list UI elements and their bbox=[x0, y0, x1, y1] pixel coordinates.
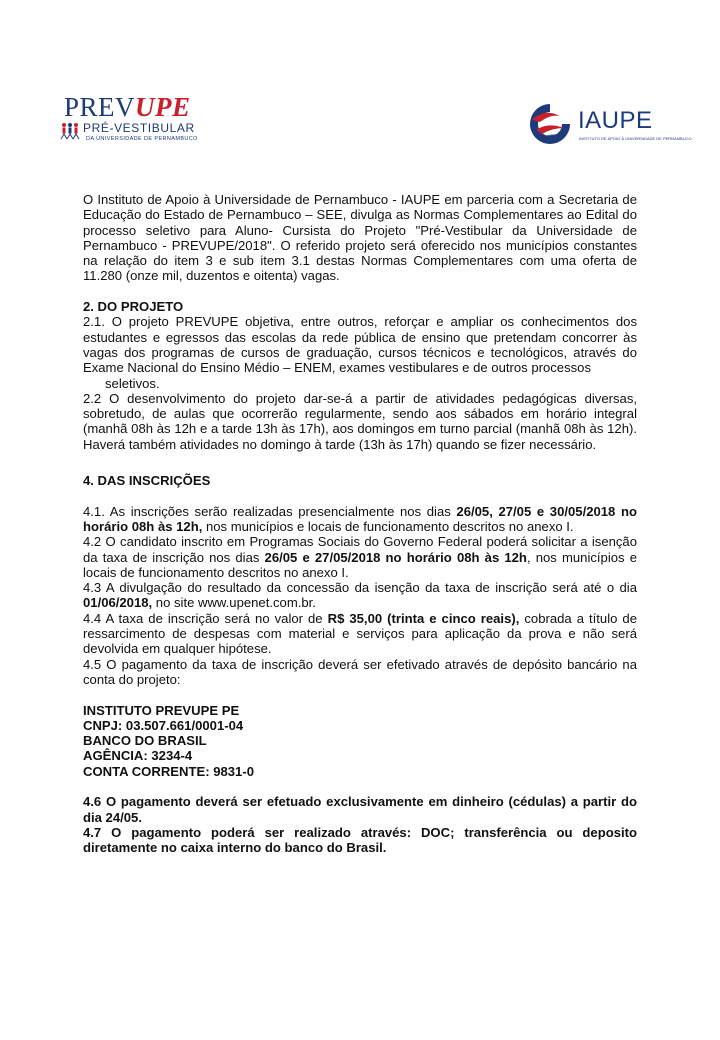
item-4-3-date: 01/06/2018, bbox=[83, 595, 153, 611]
item-2-1 bbox=[83, 314, 637, 390]
bank-cnpj: CNPJ: 03.507.661/0001-04 bbox=[83, 717, 244, 733]
item-4-2 bbox=[83, 534, 637, 580]
item-4-2-dates: 26/05 e 27/05/2018 no horário 08h às 12h bbox=[264, 549, 527, 565]
iaupe-swirl-icon bbox=[526, 100, 574, 148]
page-header bbox=[0, 0, 720, 170]
item-4-1-text-end: nos municípios e locais de funcionamento descritos no anexo I. bbox=[202, 518, 574, 534]
bank-account-name: INSTITUTO PREVUPE PE bbox=[83, 702, 240, 718]
item-4-5: 4.5 O pagamento da taxa de inscrição deverá ser efetivado através de depósito bancário na conta do projeto: bbox=[83, 656, 637, 687]
prevupe-subtitle: PRÉ-VESTIBULAR bbox=[83, 121, 195, 135]
item-4-2-text: 4.2 O candidato inscrito em Programas Sociais do Governo Federal poderá solicitar a isenção da taxa de inscrição nos dias bbox=[83, 534, 637, 565]
item-4-4-text-end: cobrada a título de ressarcimento de despesas com material e serviços para aplicação da prova e não será devolvida em qualquer hipótese. bbox=[83, 610, 637, 657]
item-4-3 bbox=[83, 580, 637, 611]
intro-paragraph: O Instituto de Apoio à Universidade de Pernambuco - IAUPE em parceria com a Secretaria de Educação do Estado de Pernambuco – SEE, divulga as Normas Complementares ao Edital do processo seletivo para Aluno- Cursista do Projeto "Pré-Vestibular da Universidade de Pernambuco - PREVUPE/2018". O referido projeto será oferecido nos municípios constantes na relação do item 3 e sub item 3.1 destas Normas Complementares com uma oferta de 11.280 (onze mil, duzentos e oitenta) vagas. bbox=[83, 192, 637, 284]
item-4-6: 4.6 O pagamento deverá ser efetuado exclusivamente em dinheiro (cédulas) a partir do dia 24/05. bbox=[83, 794, 637, 825]
document-body bbox=[83, 192, 637, 855]
prevupe-tagline: DA UNIVERSIDADE DE PERNAMBUCO bbox=[86, 136, 198, 142]
iaupe-tagline: INSTITUTO DE APOIO À UNIVERSIDADE DE PERNAMBUCO bbox=[579, 136, 692, 141]
item-2-1-text: 2.1. O projeto PREVUPE objetiva, entre outros, reforçar e ampliar os conhecimentos dos estudantes e egressos das escolas da rede pública de ensino que pretendam concorrer às vagas dos programas de cursos de graduação, cursos técnicos e tecnológicos, através do Exame Nacional do Ensino Médio – ENEM, exames vestibulares e de outros processos bbox=[83, 314, 637, 376]
spacer bbox=[83, 284, 637, 299]
bank-name: BANCO DO BRASIL bbox=[83, 733, 207, 749]
prevupe-word-prev: PREV bbox=[64, 92, 136, 122]
item-2-2: 2.2 O desenvolvimento do projeto dar-se-á a partir de atividades pedagógicas diversas, sobretudo, de aulas que ocorrerão regularmente, sendo aos sábados em horário integral (manhã 08h às 12h e a tarde 13h às 17h), aos domingos em turno parcial (manhã 08h às 12h). Haverá também atividades no domingo à tarde (13h às 17h) quando se fizer necessário. bbox=[83, 390, 637, 452]
item-4-3-text-end: no site www.upenet.com.br. bbox=[152, 595, 316, 611]
bank-account-number: CONTA CORRENTE: 9831-0 bbox=[83, 763, 254, 779]
prevupe-wordmark bbox=[64, 92, 191, 122]
iaupe-wordmark: IAUPE bbox=[578, 107, 653, 134]
spacer bbox=[83, 488, 637, 503]
section-2-heading: 2. DO PROJETO bbox=[83, 299, 184, 315]
item-4-1-text: 4.1. As inscrições serão realizadas presencialmente nos dias bbox=[83, 503, 457, 519]
item-4-4-fee: R$ 35,00 (trinta e cinco reais), bbox=[327, 610, 520, 626]
iaupe-logo bbox=[526, 100, 692, 150]
item-4-1 bbox=[83, 504, 637, 535]
item-4-4-text: 4.4 A taxa de inscrição será no valor de bbox=[83, 610, 328, 626]
students-icon bbox=[60, 122, 80, 140]
spacer bbox=[83, 687, 637, 702]
item-4-3-text: 4.3 A divulgação do resultado da concessão da isenção da taxa de inscrição será até o dia bbox=[83, 580, 637, 596]
section-4-heading: 4. DAS INSCRIÇÕES bbox=[83, 473, 211, 489]
spacer bbox=[83, 452, 637, 473]
item-4-4 bbox=[83, 611, 637, 657]
item-4-1-dates: 26/05, 27/05 e 30/05/2018 no horário 08h às 12h, bbox=[83, 503, 637, 534]
prevupe-logo bbox=[60, 92, 200, 152]
bank-agency: AGÊNCIA: 3234-4 bbox=[83, 748, 193, 764]
bank-block bbox=[83, 703, 637, 779]
item-4-7: 4.7 O pagamento poderá ser realizado através: DOC; transferência ou deposito diretamente no caixa interno do banco do Brasil. bbox=[83, 824, 637, 856]
item-4-2-text-end: , nos municípios e locais de funcionamento descritos no anexo I. bbox=[83, 549, 637, 580]
item-2-1-tail: seletivos. bbox=[105, 375, 160, 391]
prevupe-word-upe: UPE bbox=[135, 92, 191, 122]
spacer bbox=[83, 779, 637, 794]
